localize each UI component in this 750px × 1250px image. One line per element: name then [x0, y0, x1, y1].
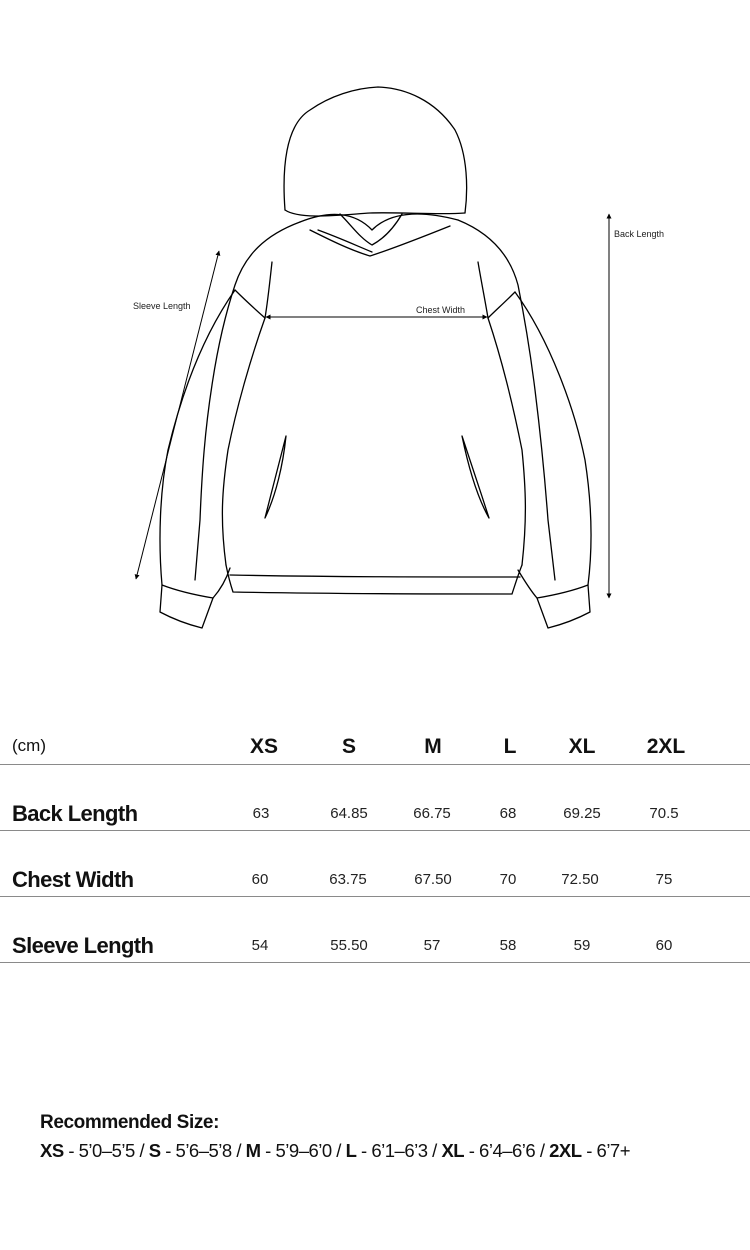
table-cell: 60	[251, 871, 269, 888]
table-cell: 54	[251, 937, 269, 954]
recommended-size-section	[40, 1112, 630, 1162]
table-header-row	[0, 728, 750, 765]
pocket-left	[265, 436, 286, 518]
size-header-2xl: 2XL	[646, 735, 686, 758]
table-cell: 72.50	[561, 871, 599, 888]
recommended-size-line: XS - 5’0–5’5 / S - 5’6–5’8 / M - 5’9–6’0 / L - 6’1–6’3 / XL - 6’4–6’6 / 2XL - 6’7+	[40, 1140, 631, 1161]
size-header-m: M	[424, 735, 442, 758]
size-header-xs: XS	[249, 735, 279, 758]
back-length-label: Back Length	[614, 229, 665, 239]
chest-width-label: Chest Width	[416, 305, 466, 315]
table-cell: 70	[499, 871, 517, 888]
table-row	[0, 831, 750, 897]
rec-size-xl: XL	[441, 1140, 465, 1161]
table-cell: 58	[499, 937, 517, 954]
rec-range-m: 5’9–6’0	[275, 1140, 332, 1161]
table-cell: 70.5	[649, 805, 679, 822]
rec-range-2xl: 6’7+	[596, 1140, 631, 1161]
rec-range-xs: 5’0–5’5	[78, 1140, 135, 1161]
pocket-right	[462, 436, 489, 518]
row-label-sleeve-length: Sleeve Length	[12, 933, 154, 958]
table-cell: 63.75	[329, 871, 367, 888]
rec-size-s: S	[148, 1140, 161, 1161]
table-cell: 59	[573, 937, 591, 954]
size-header-s: S	[341, 735, 357, 758]
torso-right	[488, 318, 525, 565]
rec-size-xs: XS	[40, 1140, 64, 1161]
rec-size-l: L	[345, 1140, 357, 1161]
sleeve-length-label: Sleeve Length	[133, 301, 191, 311]
table-row	[0, 897, 750, 963]
rec-range-s: 5’6–5’8	[175, 1140, 232, 1161]
table-cell: 64.85	[330, 805, 368, 822]
rec-range-xl: 6’4–6’6	[479, 1140, 536, 1161]
table-cell: 63	[252, 805, 270, 822]
recommended-size-title: Recommended Size:	[40, 1112, 220, 1133]
rec-range-l: 6’1–6’3	[371, 1140, 428, 1161]
table-cell: 75	[655, 871, 673, 888]
cuff-left	[160, 585, 213, 628]
table-cell: 55.50	[330, 937, 368, 954]
size-header-xl: XL	[568, 735, 596, 758]
hood-outline	[284, 87, 467, 213]
body-right	[458, 220, 555, 580]
row-label-back-length: Back Length	[12, 801, 138, 826]
table-cell: 67.50	[414, 871, 452, 888]
waistband	[226, 565, 522, 594]
size-header-l: L	[503, 735, 517, 758]
rec-size-2xl: 2XL	[549, 1140, 582, 1161]
cuff-right	[537, 585, 590, 628]
sleeve-right	[515, 292, 591, 585]
body-left	[195, 222, 300, 580]
row-label-chest-width: Chest Width	[12, 867, 134, 892]
unit-label: (cm)	[12, 736, 46, 755]
neck-cross	[310, 226, 450, 256]
table-row	[0, 765, 750, 831]
table-cell: 57	[423, 937, 441, 954]
table-cell: 66.75	[413, 805, 451, 822]
size-chart-table	[0, 728, 750, 963]
torso-left	[222, 318, 265, 565]
rec-size-m: M	[245, 1140, 261, 1161]
table-cell: 60	[655, 937, 673, 954]
table-cell: 68	[499, 805, 517, 822]
table-cell: 69.25	[563, 805, 601, 822]
